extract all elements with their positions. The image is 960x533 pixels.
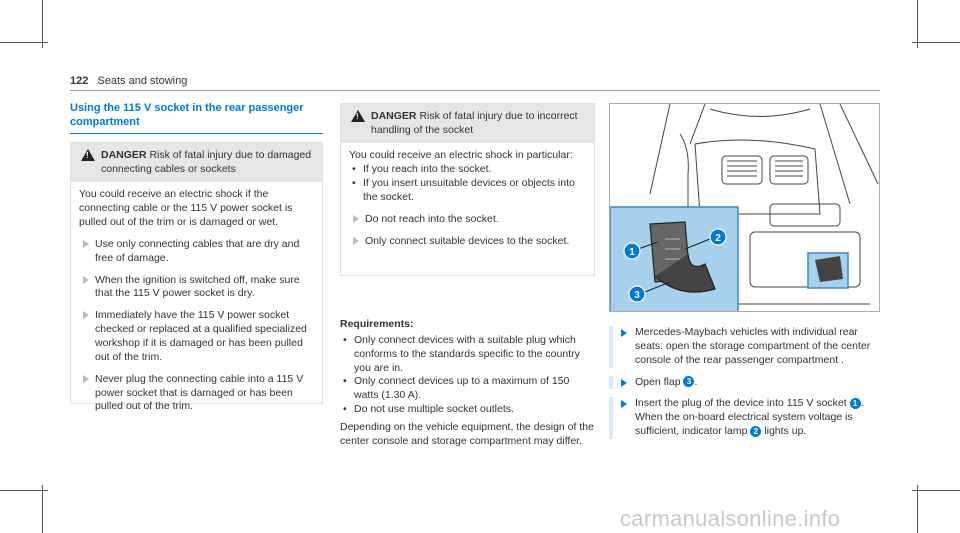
danger-label: DANGER <box>371 110 417 122</box>
section-title: Using the 115 V socket in the rear passenger compartment <box>70 102 304 129</box>
crop-mark <box>917 485 918 533</box>
danger-heading: Risk of fatal injury due to damaged connecting cables or sockets <box>101 149 312 175</box>
callout-3-label: 3 <box>634 290 640 301</box>
warning-triangle-icon <box>81 149 95 161</box>
instruction-step <box>79 238 314 266</box>
danger-intro: You could receive an electric shock if the connecting cable or the 115 V power socket is pulled out of the trim or is damaged or wet. <box>79 188 293 228</box>
step-text: Do not reach into the socket. <box>365 212 499 225</box>
instruction-step <box>79 309 314 364</box>
crop-mark <box>0 42 48 43</box>
bullet-item: • If you insert unsuitable devices or objects into the socket. <box>349 177 586 205</box>
crop-mark <box>912 42 960 43</box>
step-text: When the ignition is switched off, make sure that the 115 V power socket is dry. <box>95 273 300 300</box>
danger-body <box>71 182 322 420</box>
console-drawing <box>610 104 880 312</box>
instruction-step <box>609 376 879 390</box>
step-text: Open flap <box>635 375 681 388</box>
callout-badge: 3 <box>683 376 694 387</box>
arrow-right-icon <box>353 237 359 245</box>
bullet-item: • Do not use multiple socket outlets. <box>340 403 595 417</box>
step-text: Only connect suitable devices to the socket. <box>365 234 570 247</box>
step-text: Never plug the connecting cable into a 115 V power socket that is damaged or has been pulled out of the trim. <box>95 372 304 413</box>
crop-mark <box>912 490 960 491</box>
warning-triangle-icon <box>351 110 365 122</box>
crop-mark <box>0 490 48 491</box>
design-note: Depending on the vehicle equipment, the design of the center console and storage compartment may differ. <box>340 421 594 447</box>
instruction-step <box>609 326 879 368</box>
bullet-item: • If you reach into the socket. <box>349 163 586 177</box>
instruction-step <box>79 274 314 302</box>
requirements-section <box>340 318 595 449</box>
callout-badge: 1 <box>850 398 861 409</box>
instruction-step <box>79 373 314 415</box>
watermark: carmanualsonline.info <box>620 506 841 531</box>
danger-body <box>341 143 594 254</box>
arrow-right-icon <box>353 215 359 223</box>
arrow-right-icon <box>83 375 89 383</box>
header-rule <box>70 90 880 91</box>
step-text: Mercedes-Maybach vehicles with individual rear seats: open the storage compartment of the center console of the rear passenger compartment . <box>635 326 871 366</box>
crop-mark <box>42 485 43 533</box>
socket-illustration <box>609 103 880 312</box>
page-number: 122 <box>70 75 89 87</box>
crop-mark <box>917 0 918 48</box>
danger-header <box>341 104 594 143</box>
instruction-step <box>609 397 879 439</box>
step-text: . When the on-board electrical system voltage is sufficient, indicator lamp <box>635 397 864 438</box>
danger-intro: You could receive an electric shock in particular: <box>349 149 573 162</box>
danger-box-handling <box>340 103 595 276</box>
callout-1-label: 1 <box>629 247 635 258</box>
arrow-right-icon <box>83 311 89 319</box>
danger-box-cables <box>70 142 323 413</box>
callout-2-label: 2 <box>715 233 721 244</box>
danger-header <box>71 143 322 182</box>
arrow-right-icon <box>83 276 89 284</box>
chapter-title: Seats and stowing <box>97 75 188 87</box>
danger-label: DANGER <box>101 149 147 161</box>
arrow-right-icon <box>621 379 627 387</box>
step-text: . <box>694 375 698 388</box>
crop-mark <box>42 0 43 48</box>
instruction-step <box>349 235 586 249</box>
callout-badge: 2 <box>750 426 761 437</box>
arrow-right-icon <box>621 400 627 408</box>
step-text: lights up. <box>764 425 807 438</box>
arrow-right-icon <box>83 240 89 248</box>
arrow-right-icon <box>621 329 627 337</box>
step-text: Insert the plug of the device into 115 V socket <box>635 397 847 410</box>
instruction-step <box>349 213 586 227</box>
page-header <box>70 74 880 90</box>
bullet-item: • Only connect devices with a suitable plug which conforms to the standards specific to the country you are in. <box>340 334 595 376</box>
section-title-rule <box>70 133 323 134</box>
step-text: Use only connecting cables that are dry and free of damage. <box>95 237 300 264</box>
bullet-item: • Only connect devices up to a maximum of 150 watts (1.30 A). <box>340 375 595 403</box>
instructions <box>609 326 879 447</box>
requirements-label: Requirements: <box>340 318 414 330</box>
step-text: Immediately have the 115 V power socket checked or replaced at a qualified specialized workshop if it is damaged or has been pulled out of the trim. <box>95 309 307 363</box>
danger-heading: Risk of fatal injury due to incorrect handling of the socket <box>371 110 578 136</box>
